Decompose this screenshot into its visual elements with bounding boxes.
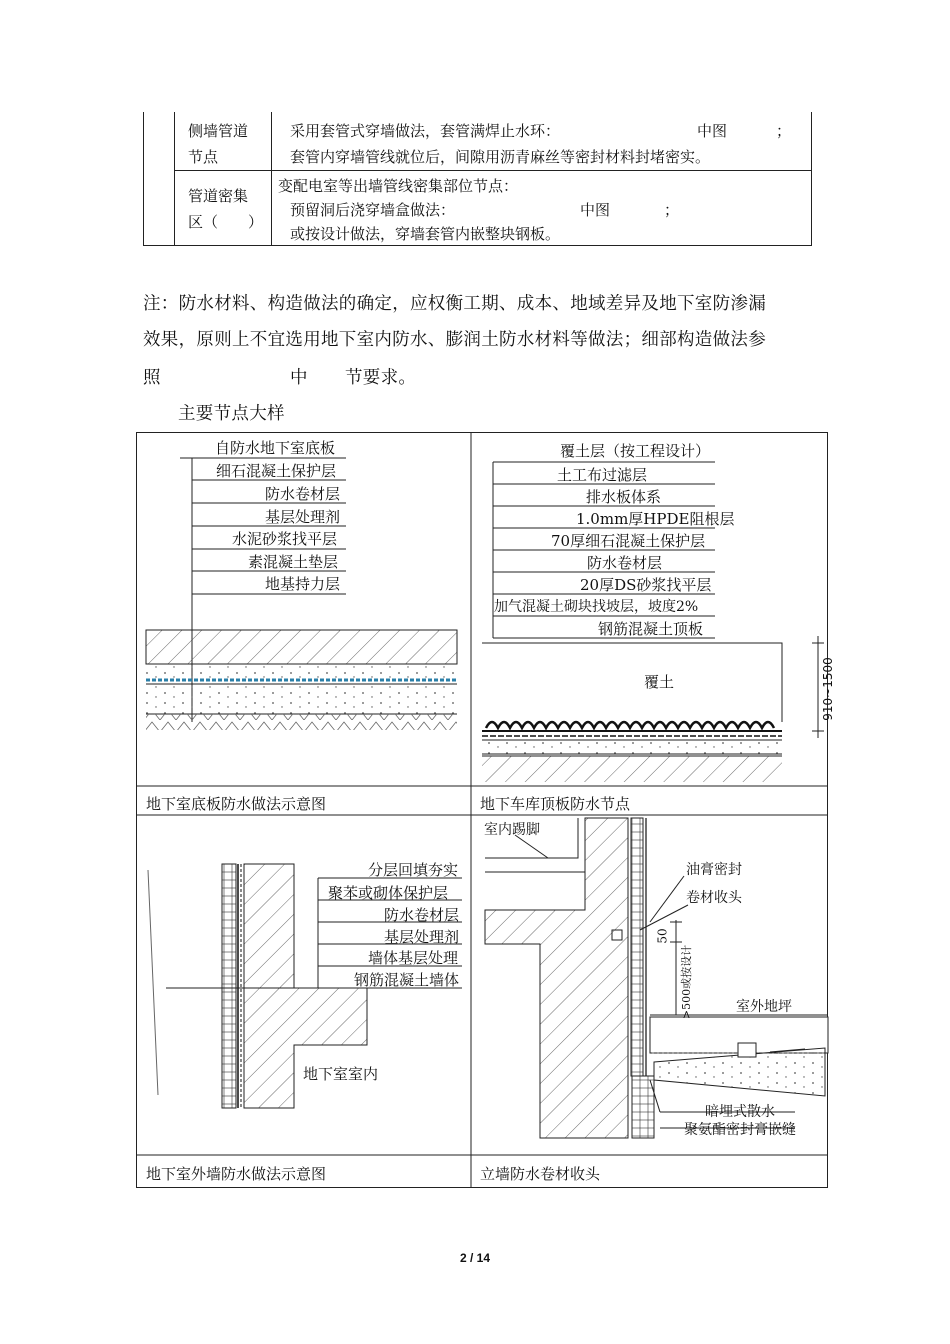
- fig2-caption: 地下车库顶板防水节点: [480, 795, 631, 813]
- fig1-label-2: 防水卷材层: [265, 485, 341, 503]
- fig3-label-1: 聚苯或砌体保护层: [328, 884, 449, 902]
- fig3-label-2: 防水卷材层: [384, 906, 460, 924]
- fig2-label-8: 钢筋混凝土顶板: [598, 620, 704, 638]
- row2-label-line1: 管道密集: [188, 187, 249, 205]
- fig2-label-2: 排水板体系: [586, 488, 662, 506]
- fig4-ground-label: 室外地坪: [736, 999, 792, 1015]
- row2-line3: 或按设计做法，穿墙套管内嵌整块钢板。: [290, 225, 561, 243]
- fig2-dimension: 910~1500: [820, 657, 835, 721]
- fig4-dim-50: 50: [655, 928, 670, 944]
- fig3-label-4: 墙体基层处理: [368, 949, 459, 967]
- fig1-label-6: 地基持力层: [265, 575, 341, 593]
- fig3-interior-label: 地下室室内: [303, 1065, 379, 1083]
- row1-line1-ref: 中图: [697, 122, 728, 140]
- fig4-caption: 立墙防水卷材收头: [480, 1165, 601, 1183]
- note-line1: 注：防水材料、构造做法的确定，应权衡工期、成本、地域差异及地下室防渗漏: [143, 294, 766, 314]
- section-title: 主要节点大样: [178, 404, 285, 424]
- fig4-sealant-label: 油膏密封: [686, 862, 742, 878]
- fig4-skirting-label: 室内踢脚: [484, 822, 540, 838]
- note-line3-a: 照: [143, 368, 161, 388]
- fig3-label-3: 基层处理剂: [384, 928, 460, 946]
- fig4-termination-label: 卷材收头: [686, 890, 742, 906]
- row1-label-line2: 节点: [188, 148, 219, 166]
- fig3-caption: 地下室外墙防水做法示意图: [146, 1165, 327, 1183]
- fig2-label-1: 土工布过滤层: [557, 466, 648, 484]
- fig4-dim-500: >500或按设计: [680, 944, 694, 1020]
- fig1-caption: 地下室底板防水做法示意图: [146, 795, 327, 813]
- fig4-drain-label: 暗埋式散水: [705, 1104, 775, 1120]
- row1-line1: 采用套管式穿墙做法，套管满焊止水环：: [290, 122, 561, 140]
- fig1-label-0: 自防水地下室底板: [215, 439, 336, 457]
- row1-label-line1: 侧墙管道: [188, 122, 249, 140]
- row2-line2: 预留洞后浇穿墙盒做法：: [290, 201, 456, 219]
- note-line3-c: 节要求。: [345, 368, 417, 388]
- fig1-label-5: 素混凝土垫层: [248, 553, 339, 571]
- fig2-label-3: 1.0mm厚HPDE阻根层: [576, 510, 735, 528]
- row2-label-line2: 区（ ）: [188, 213, 264, 231]
- row2-line1: 变配电室等出墙管线密集部位节点：: [278, 177, 519, 195]
- fig2-label-5: 防水卷材层: [587, 554, 663, 572]
- fig4-joint-label: 聚氨酯密封膏嵌缝: [684, 1122, 796, 1138]
- fig3-label-5: 钢筋混凝土墙体: [354, 971, 460, 989]
- fig2-fill-label: 覆土: [644, 673, 675, 691]
- fig2-label-0: 覆土层（按工程设计）: [560, 442, 711, 460]
- note-line2: 效果，原则上不宜选用地下室内防水、膨润土防水材料等做法；细部构造做法参: [143, 330, 766, 350]
- fig3-label-0: 分层回填夯实: [368, 861, 459, 879]
- row2-line2-ref: 中图: [580, 201, 611, 219]
- fig1-label-3: 基层处理剂: [265, 508, 341, 526]
- row2-line2-end: ；: [664, 201, 680, 219]
- row1-line1-end: ；: [776, 122, 792, 140]
- page-number: 2 / 14: [459, 1251, 491, 1265]
- fig1-label-1: 细石混凝土保护层: [216, 462, 337, 480]
- fig2-label-4: 70厚细石混凝土保护层: [551, 532, 706, 550]
- row1-line2: 套管内穿墙管线就位后，间隙用沥青麻丝等密封材料封堵密实。: [290, 148, 711, 166]
- fig2-label-6: 20厚DS砂浆找平层: [580, 576, 712, 594]
- note-line3-b: 中: [290, 368, 308, 388]
- fig1-label-4: 水泥砂浆找平层: [232, 530, 338, 548]
- fig2-label-7: 加气混凝土砌块找坡层，坡度2%: [494, 599, 699, 615]
